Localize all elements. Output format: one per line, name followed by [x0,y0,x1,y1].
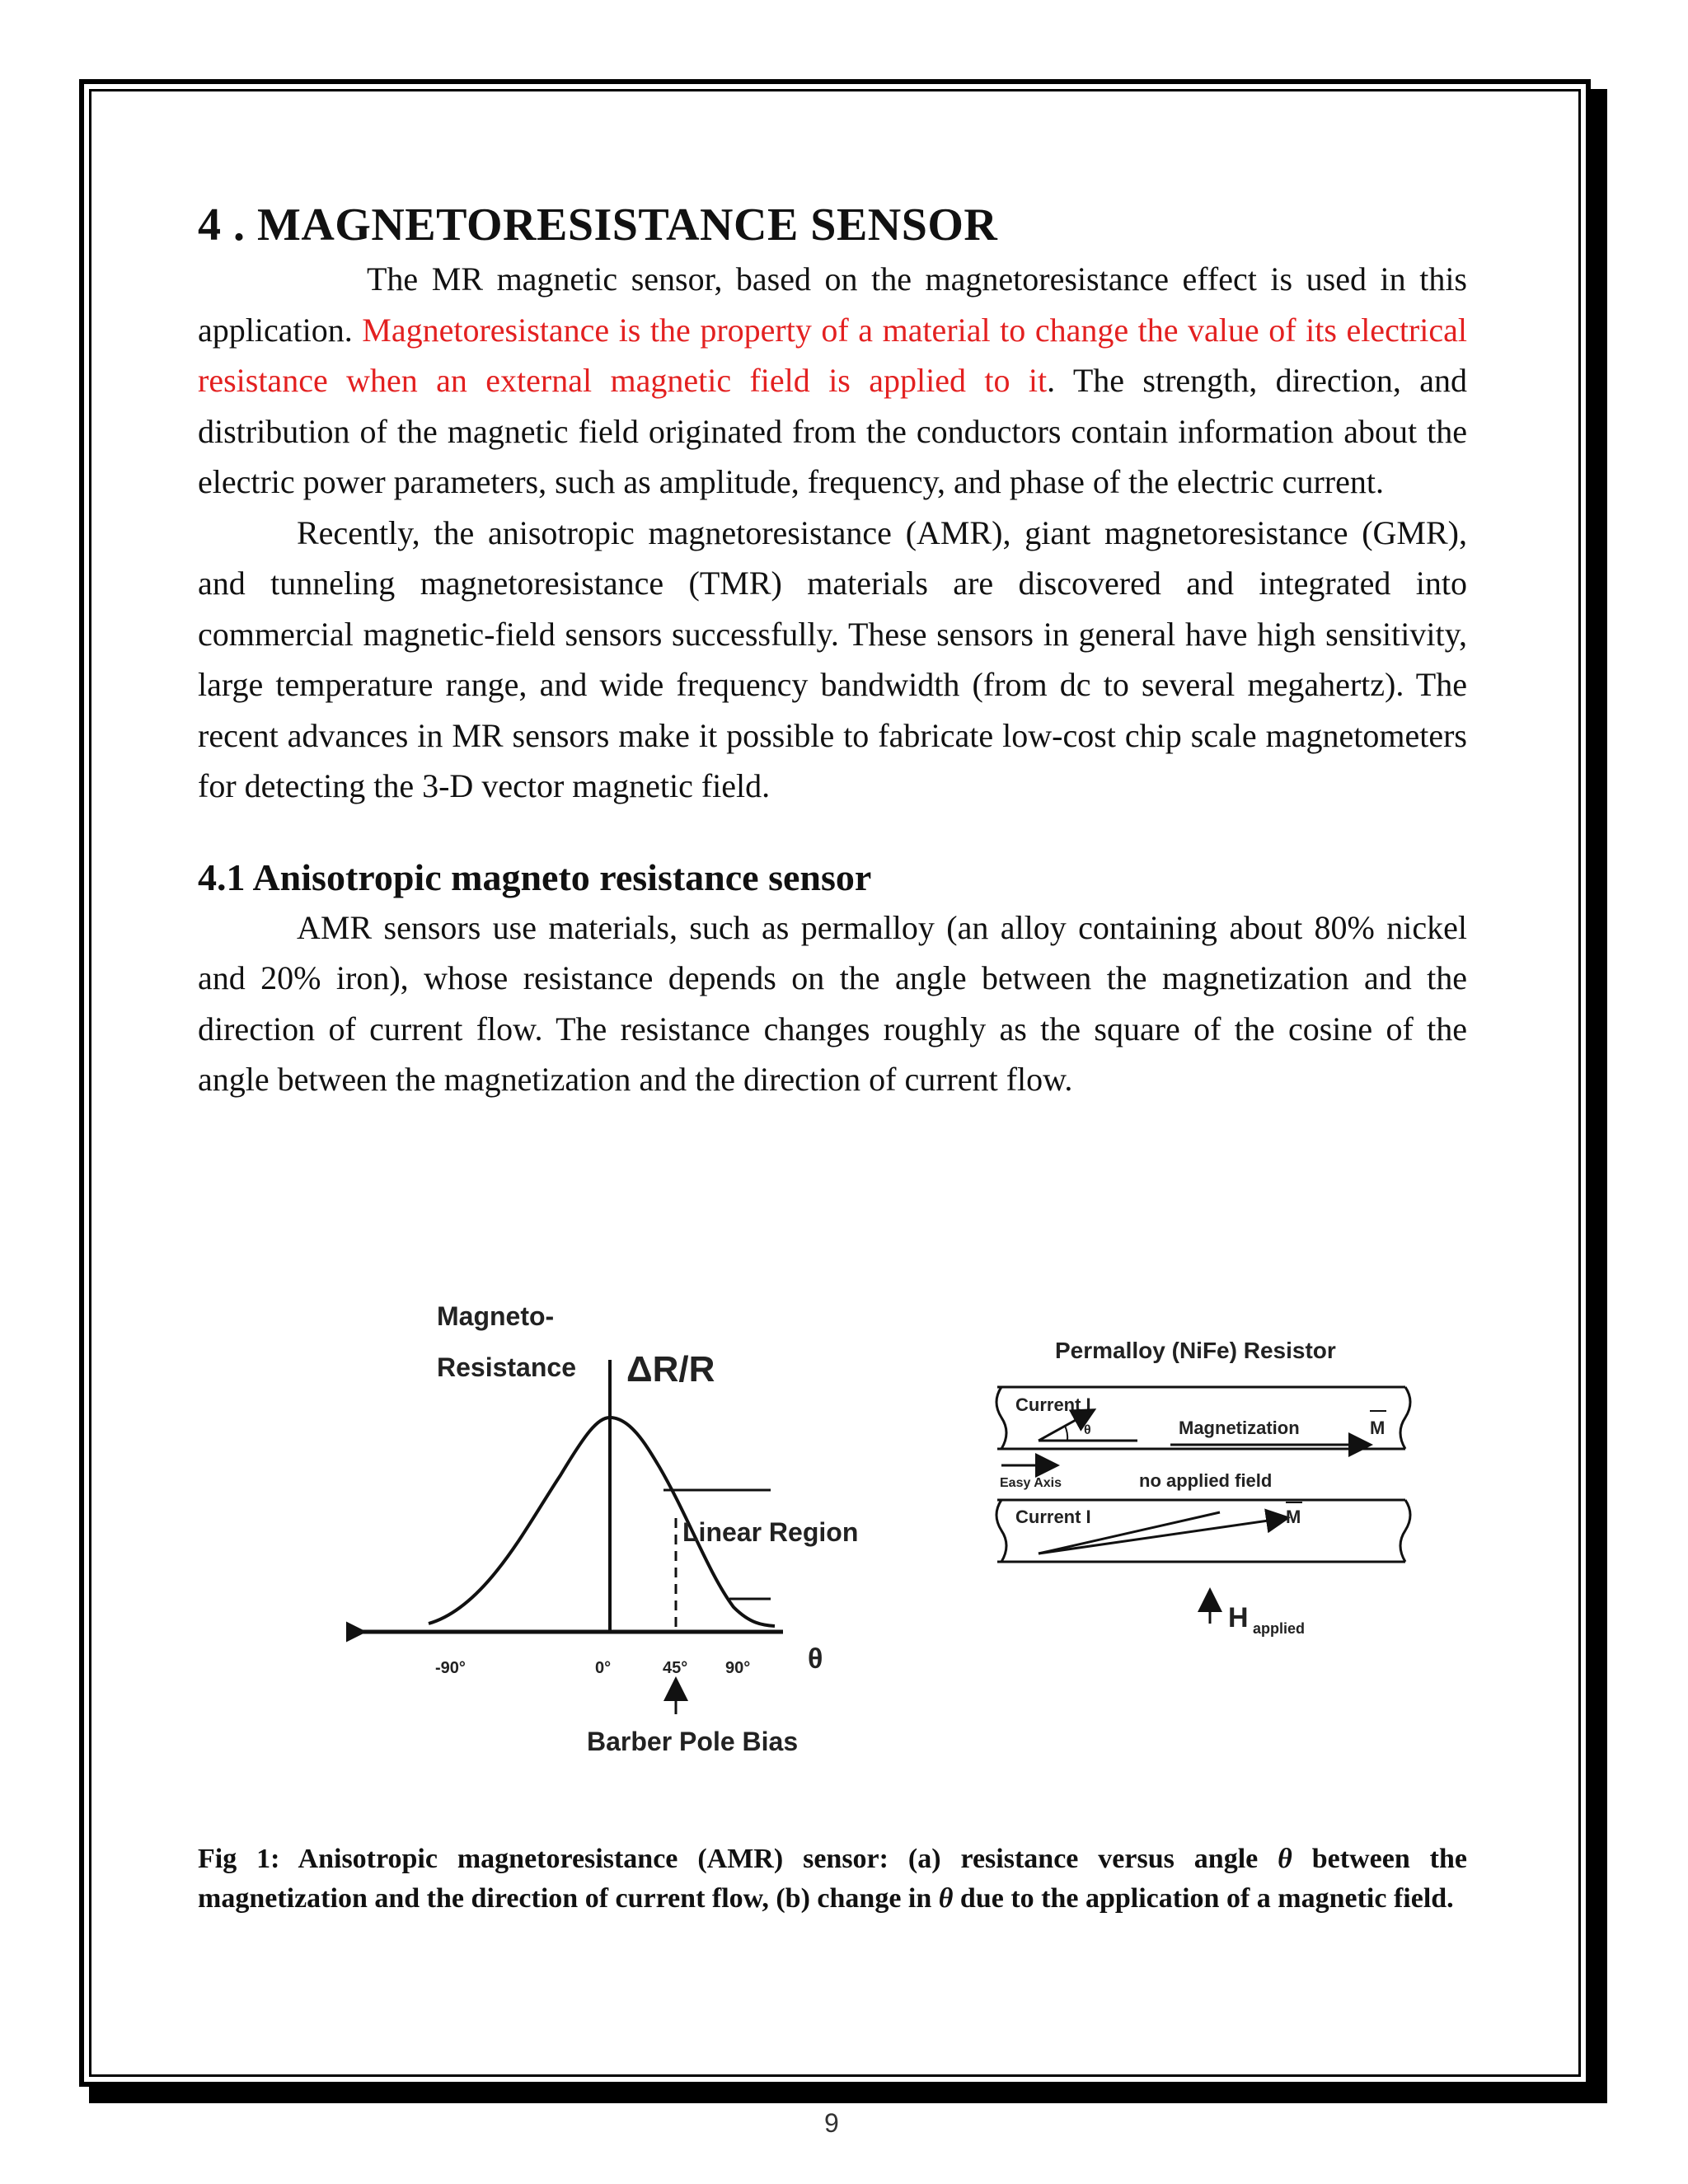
lower-current-label: Current I [1015,1507,1091,1527]
plot-axis-symbol: ΔR/R [626,1349,715,1390]
paragraph-1-start: The MR magnetic sensor, based on the magnetoresistance effect is used in this application. [198,260,1467,349]
upper-current-label: Current I [1015,1394,1091,1415]
page-number: 9 [824,2108,839,2138]
lower-strip-left-break [996,1500,1006,1562]
h-symbol: H [1228,1602,1249,1633]
plot-ylabel-line2: Resistance [437,1352,576,1382]
linear-region-label: Linear Region [682,1517,859,1547]
tick-45: 45° [663,1659,688,1677]
magnetoresistance-definition: Magnetoresistance is the property of a material to change the value of its electrical resistance when an external magnetic field is applied to it [198,311,1467,399]
resistance-angle-plot [359,1302,858,1756]
lower-m-symbol: M [1286,1507,1301,1527]
upper-strip-right-break [1400,1387,1410,1449]
h-subscript: applied [1253,1620,1306,1637]
lower-strip-right-break [1400,1500,1410,1562]
caption-theta-1: θ [1278,1844,1292,1874]
easy-axis-label: Easy Axis [1000,1476,1062,1490]
section-title: 4 . MAGNETORESISTANCE SENSOR [198,199,998,251]
caption-theta-2: θ [938,1883,954,1914]
figure-amr [346,1302,1418,1764]
section-paragraph-2: Recently, the anisotropic magnetoresistance (AMR), giant magnetoresistance (GMR), and tunneling magnetoresistance (TMR) materials are discovered and integrated into commercial magnetic-field sensors successfully. These sensors in general have high sensitivity, large temperature range, and wide frequency bandwidth (from dc to several megahertz). The recent advances in MR sensors make it possible to fabricate low-cost chip scale magnetometers for detecting the 3-D vector magnetic field. [198,513,1467,804]
upper-angle-arc [1065,1426,1067,1441]
caption-suffix: due to the application of a magnetic field. [953,1883,1454,1914]
no-applied-field-label: no applied field [1139,1470,1273,1491]
resistor-title: Permalloy (NiFe) Resistor [1055,1338,1336,1363]
tick-90: 90° [725,1659,751,1677]
upper-strip-left-break [996,1387,1006,1449]
caption-prefix: Fig 1: Anisotropic magnetoresistance (AMR) sensor: (a) resistance versus angle [198,1844,1278,1874]
paragraph-1-end: . The strength, direction, and distribution of the magnetic field originated from the conductors contain information about the electric power parameters, such as amplitude, frequency, and phase of the electric current. [198,362,1467,500]
figure-svg [346,1302,1418,1764]
section-paragraph-1 [198,254,1467,508]
main-content [198,196,1467,1105]
theta-axis-label: θ [808,1643,823,1675]
plot-ylabel-line1: Magneto- [437,1302,555,1331]
subsection-title: 4.1 Anisotropic magneto resistance sensor [198,855,872,898]
tick-neg90: -90° [435,1659,466,1677]
permalloy-resistor-diagram [996,1338,1410,1637]
magnetization-label: Magnetization [1179,1418,1300,1438]
barber-pole-bias-label: Barber Pole Bias [587,1727,799,1756]
upper-theta-label: θ [1084,1423,1091,1437]
caption-middle: between the magnetization and the direction of current flow, (b) change in [198,1844,1467,1914]
tick-0: 0° [595,1659,612,1677]
subsection-paragraph: AMR sensors use materials, such as permalloy (an alloy containing about 80% nickel and 20% iron), whose resistance depends on the angle between the magnetization and the direction of current flow. The resistance changes roughly as the square of the cosine of the angle between the magnetization and the direction of current flow. [198,908,1467,1098]
upper-m-symbol: M [1370,1418,1386,1438]
figure-caption [198,1840,1467,1919]
